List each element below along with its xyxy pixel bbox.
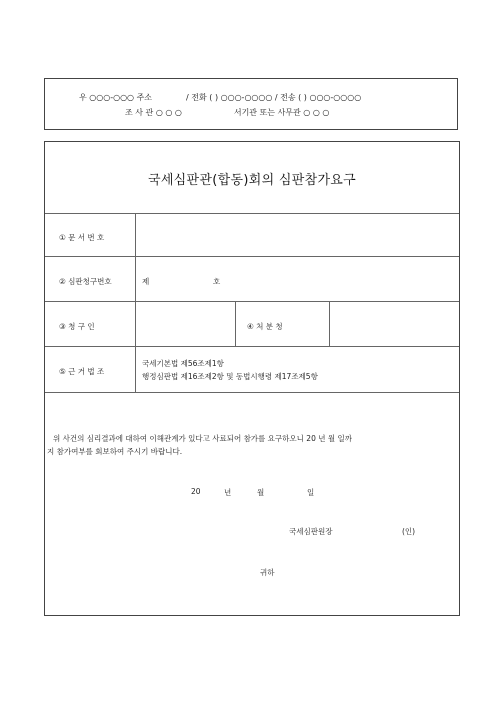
- row-divider: [45, 256, 459, 257]
- request-text-line-1: 위 사건의 심리결과에 대하여 이해관계가 있다고 사료되어 참가를 요구하오니 20 년 월 일까: [53, 434, 352, 443]
- appeal-number-suffix: 호: [213, 277, 221, 286]
- legal-basis-label: ⑤ 근 거 법 조: [59, 367, 105, 376]
- seal-mark: (인): [402, 527, 416, 536]
- form-title: 국세심판관(합동)회의 심판참가요구: [147, 173, 357, 188]
- claimant-label: ③ 청 구 인: [59, 322, 95, 331]
- document-number-field[interactable]: [141, 222, 455, 250]
- appeal-number-label: ② 심판청구번호: [59, 277, 112, 286]
- sender-officer-line: [125, 107, 329, 118]
- claimant-field[interactable]: [141, 308, 231, 340]
- form-box: [44, 141, 460, 616]
- investigator-text: 조 사 관 ○ ○ ○: [125, 108, 182, 117]
- disposition-office-field[interactable]: [335, 308, 455, 340]
- legal-basis-line-1: 국세기본법 제56조제1항: [142, 359, 224, 368]
- sender-info-box: [44, 78, 458, 130]
- request-text-line-2: 지 참가여부를 회보하여 주시기 바랍니다.: [47, 447, 183, 456]
- address-text: 우 ○○○-○○○ 주소: [79, 93, 153, 102]
- row-divider: [45, 392, 459, 393]
- secretary-text: 서기관 또는 사무관 ○ ○ ○: [233, 108, 330, 117]
- appeal-number-prefix: 제: [142, 277, 150, 286]
- legal-basis-line-2: 행정심판법 제16조제2항 및 동법시행령 제17조제5항: [142, 372, 318, 381]
- column-divider: [235, 301, 236, 346]
- sender-address-line: [79, 92, 361, 103]
- row-divider: [45, 346, 459, 347]
- date-month-unit: 월: [257, 488, 265, 497]
- document-number-label: ① 문 서 번 호: [59, 233, 105, 242]
- row-divider: [45, 301, 459, 302]
- date-year-unit: 년: [224, 488, 232, 497]
- row-divider: [45, 213, 459, 214]
- date-day-unit: 일: [307, 488, 315, 497]
- column-divider: [135, 213, 136, 392]
- recipient-honorific: 귀하: [260, 568, 275, 577]
- date-year: 20: [191, 487, 201, 496]
- signatory-title: 국세심판원장: [289, 527, 333, 536]
- disposition-office-label: ④ 처 분 청: [247, 322, 283, 331]
- column-divider: [329, 301, 330, 346]
- phone-fax-text: / 전화 ( ) ○○○-○○○○ / 전송 ( ) ○○○-○○○○: [186, 93, 362, 102]
